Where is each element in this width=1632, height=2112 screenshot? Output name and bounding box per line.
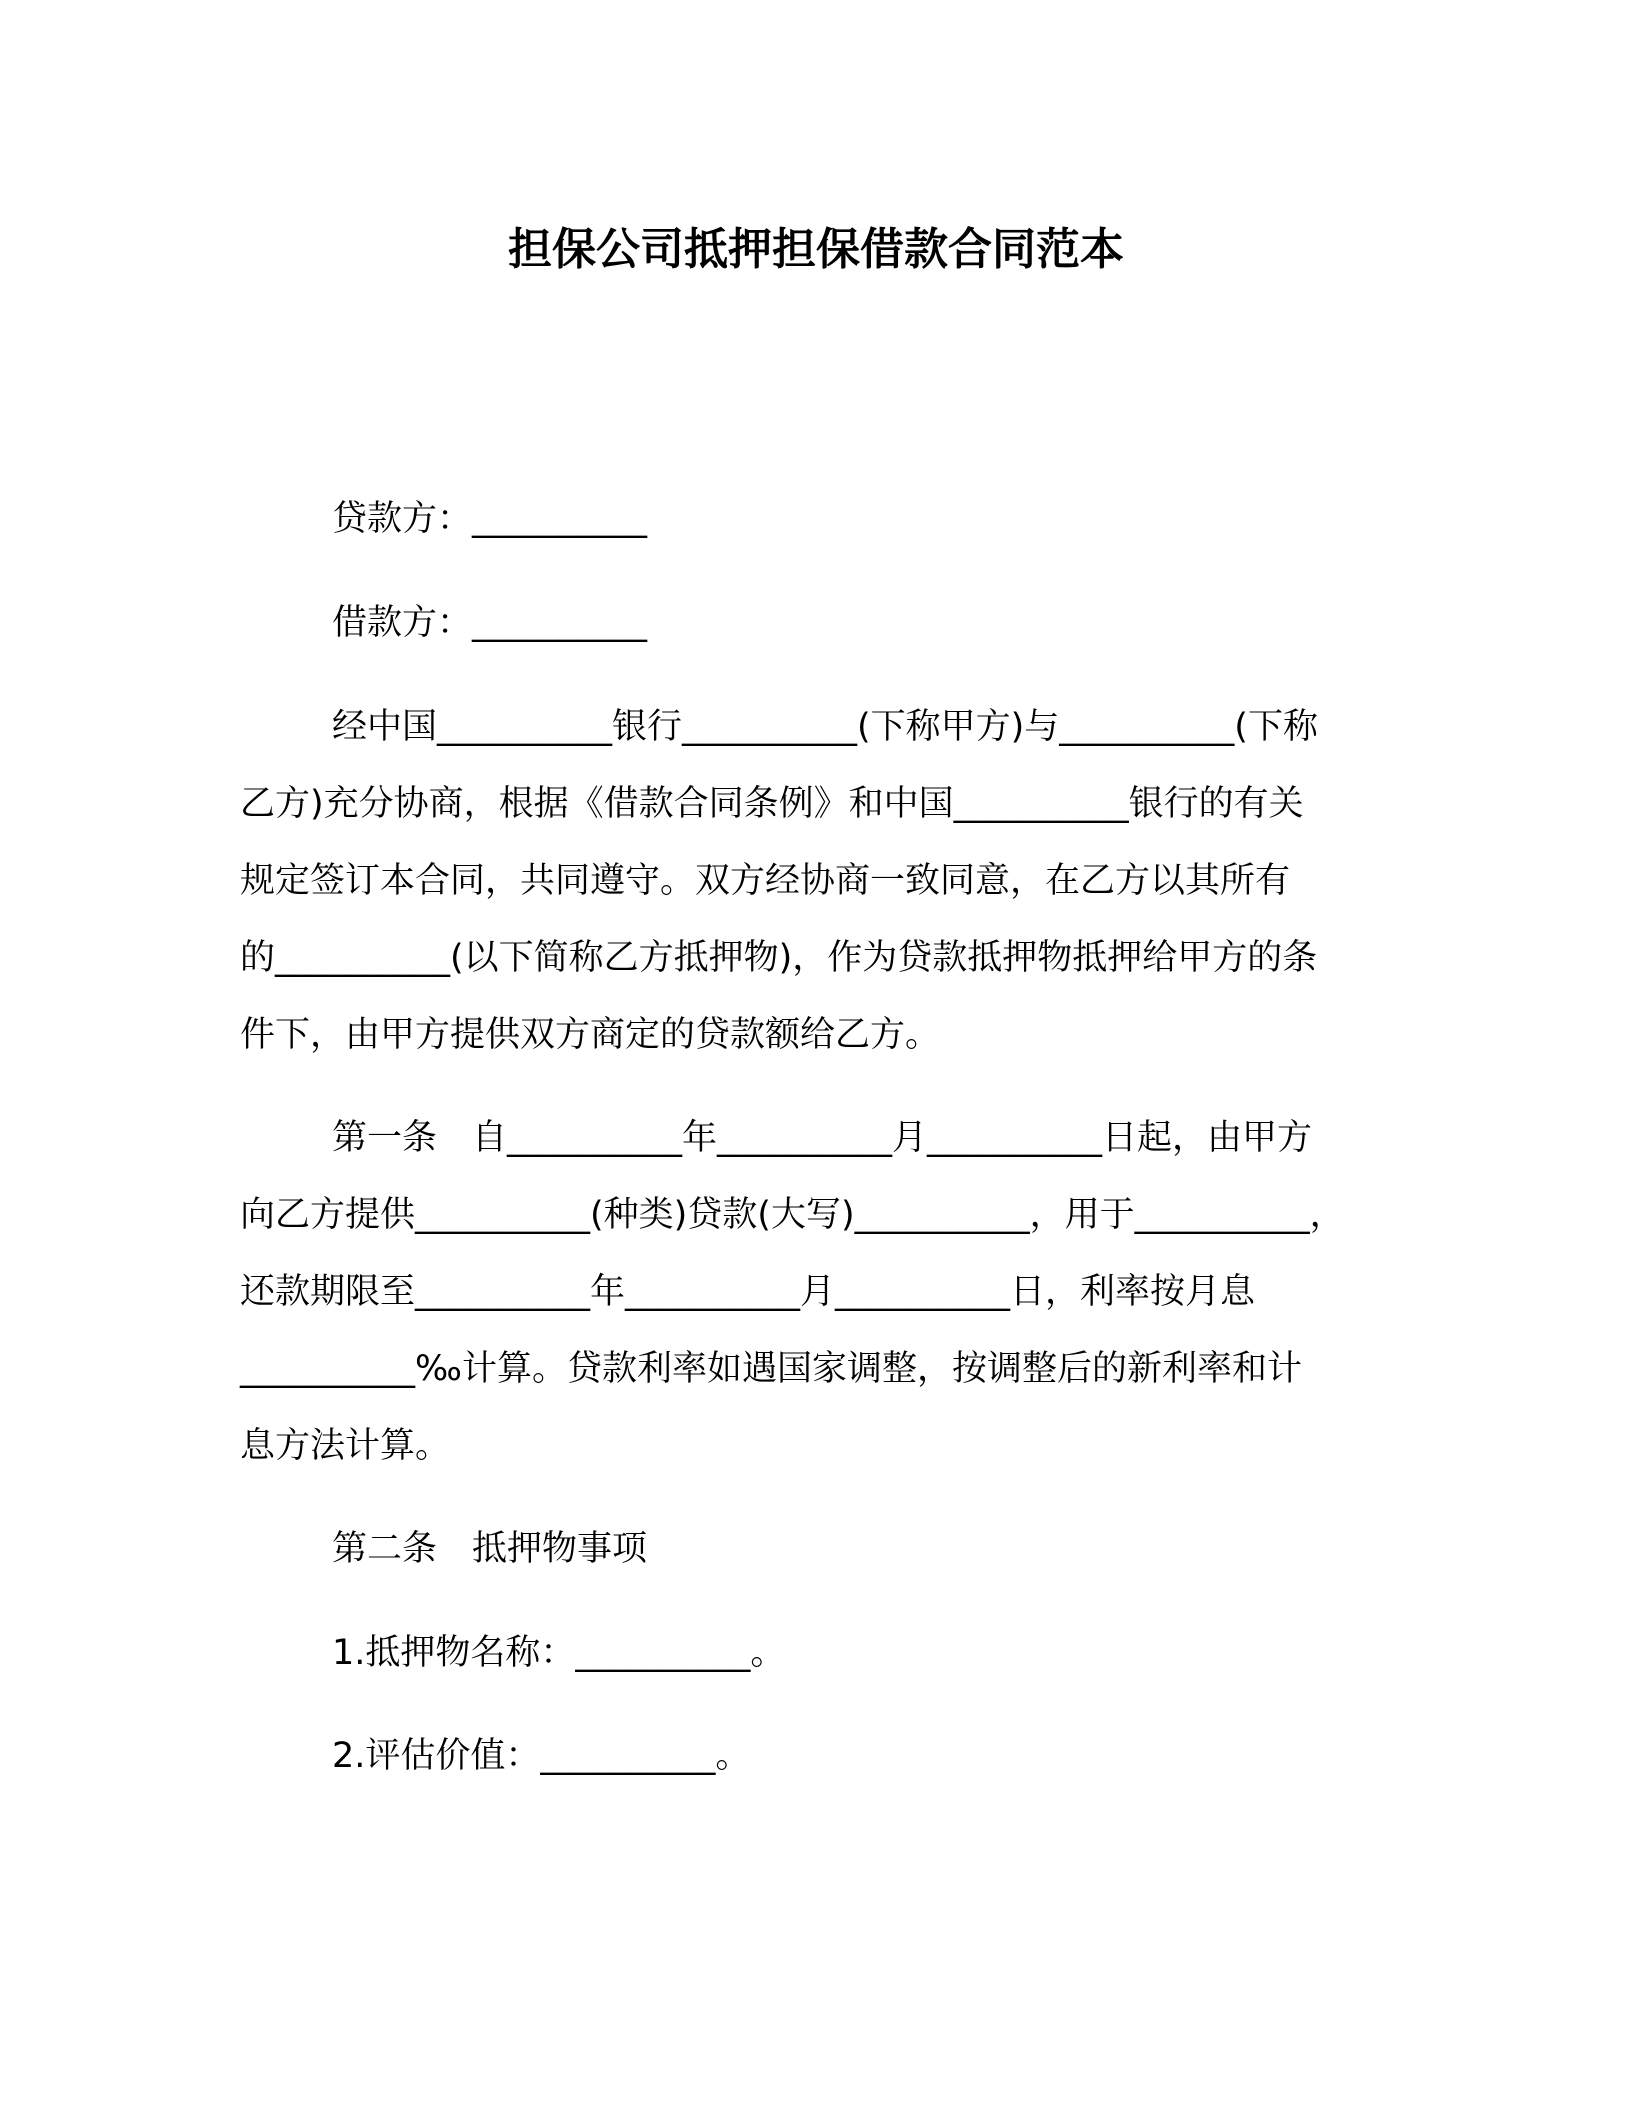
paragraph-line: 向乙方提供__________(种类)贷款(大写)__________，用于__________， [240, 1195, 1345, 1235]
paragraph-line: 乙方)充分协商，根据《借款合同条例》和中国__________银行的有关 [240, 784, 1304, 824]
document-title: 担保公司抵押担保借款合同范本 [508, 224, 1124, 275]
paragraph-line: 息方法计算。 [240, 1426, 451, 1466]
paragraph-line: 还款期限至__________年__________月__________日，利率按月息 [240, 1272, 1256, 1312]
collateral-name-item: 1.抵押物名称：__________。 [332, 1633, 786, 1673]
paragraph-line: 经中国__________银行__________(下称甲方)与__________(下称 [332, 707, 1318, 747]
borrower-line: 借款方：__________ [332, 603, 648, 643]
appraised-value-item: 2.评估价值：__________。 [332, 1736, 751, 1776]
article-2-heading: 第二条 抵押物事项 [332, 1529, 648, 1569]
paragraph-line: 的__________(以下简称乙方抵押物)，作为贷款抵押物抵押给甲方的条 [240, 938, 1318, 978]
paragraph-line: 第一条 自__________年__________月__________日起，由甲方 [332, 1118, 1313, 1158]
lender-line: 贷款方：__________ [332, 499, 648, 539]
paragraph-line: 件下，由甲方提供双方商定的贷款额给乙方。 [240, 1015, 941, 1055]
paragraph-line: __________‰计算。贷款利率如遇国家调整，按调整后的新利率和计 [240, 1349, 1302, 1389]
paragraph-line: 规定签订本合同，共同遵守。双方经协商一致同意，在乙方以其所有 [240, 861, 1291, 901]
